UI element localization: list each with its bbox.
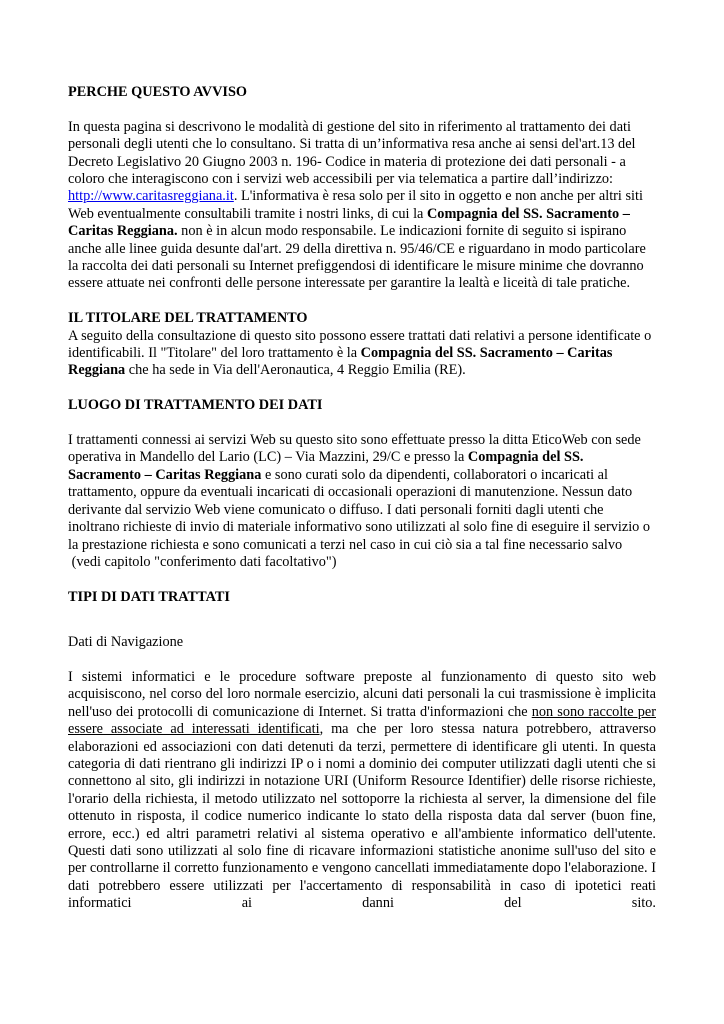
- paragraph-text: I trattamenti connessi ai servizi Web su questo sito sono effettuate presso la ditta EticoWeb con sede operativa in Mandello del Lario (LC) – Via Mazzini, 29/C e presso la: [68, 432, 641, 466]
- section-title-luogo: LUOGO DI TRATTAMENTO DEI DATI: [68, 397, 323, 414]
- bold-organization-name: Compagnia del SS. Sacramento – Caritas Reggiana.: [68, 205, 630, 240]
- paragraph-titolare: [68, 328, 656, 380]
- subsection-title-navigazione: Dati di Navigazione: [68, 634, 184, 651]
- paragraph-text: In questa pagina si descrivono le modalità di gestione del sito in riferimento al trattamento dei dati personali degli utenti che lo consultano. Si tratta di un’informativa resa anche ai sensi del'art.13 del Decreto Legislativo 20 Giugno 2003 n. 196- Codice in materia di protezione dei dati personali - a coloro che interagiscono con i servizi web accessibili per via telematica a partire dall’indirizzo:: [68, 118, 636, 188]
- section-title-tipi: TIPI DI DATI TRATTATI: [68, 588, 230, 605]
- underlined-text: non sono raccolte per essere associate ad interessati identificati: [68, 703, 656, 738]
- paragraph-text: I sistemi informatici e le procedure software preposte al funzionamento di questo sito web acquisiscono, nel corso del loro normale esercizio, alcuni dati personali la cui trasmissione è implicita nell'uso dei protocolli di comunicazione di Internet. Si tratta d'informazioni che: [68, 668, 656, 720]
- section-title-perche: PERCHE QUESTO AVVISO: [68, 84, 248, 100]
- bold-organization-name: Compagnia del SS. Sacramento – Caritas Reggiana: [68, 345, 613, 379]
- document-page: [68, 84, 656, 913]
- paragraph-text: , ma che per loro stessa natura potrebbero, attraverso elaborazioni ed associazioni con dati detenuti da terzi, permettere di identificare gli utenti. In questa categoria di dati rientrano gli indirizzi IP o i nomi a dominio dei computer utilizzati dagli utenti che si connettono al sito, gli indirizzi in notazione URI (Uniform Resource Identifier) delle risorse richieste, l'orario della richiesta, il metodo utilizzato nel sottoporre la richiesta al server, la dimensione del file ottenuto in risposta, il codice numerico indicante lo stato della risposta data dal server (buon fine, errore, ecc.) ed altri parametri relativi al sistema operativo e all'ambiente informatico dell'utente. Questi dati sono utilizzati al solo fine di ricavare informazioni statistiche anonime sull'uso del sito e per controllarne il corretto funzionamento e vengono cancellati immediatamente dopo l'elaborazione. I dati potrebbero essere utilizzati per l'accertamento di responsabilità in caso di ipotetici reati informatici ai danni del sito.: [68, 721, 656, 912]
- paragraph-perche: [68, 119, 656, 293]
- paragraph-luogo: [68, 432, 656, 554]
- paragraph-luogo-note: (vedi capitolo "conferimento dati facoltativo"): [68, 553, 337, 570]
- paragraph-navigazione: [68, 669, 656, 913]
- paragraph-text: e sono curati solo da dipendenti, collaboratori o incaricati al trattamento, oppure da eventuali incaricati di occasionali operazioni di manutenzione. Nessun dato derivante dal servizio Web viene comunicato o diffuso. I dati personali forniti dagli utenti che inoltrano richieste di invio di materiale informativo sono utilizzati al solo fine di eseguire il servizio o la prestazione richiesta e sono comunicati a terzi nel caso in cui ciò sia a tal fine necessario salvo: [68, 466, 651, 553]
- site-link[interactable]: http://www.caritasreggiana.it: [68, 188, 234, 205]
- bold-organization-name: Compagnia del SS. Sacramento – Caritas Reggiana: [68, 449, 584, 483]
- section-title-titolare: IL TITOLARE DEL TRATTAMENTO: [68, 310, 308, 327]
- paragraph-text: . L'informativa è resa solo per il sito in oggetto e non anche per altri siti Web eventualmente consultabili tramite i nostri links, di cui la: [68, 188, 643, 222]
- paragraph-text: non è in alcun modo responsabile. Le indicazioni fornite di seguito si ispirano anche alle linee guida desunte dal'art. 29 della direttiva n. 95/46/CE e riguardano in modo particolare la raccolta dei dati personali su Internet prefiggendosi di identificare le misure minime che dovranno essere attuate nei confronti delle persone interessate per garantire la lealtà e liceità di tale pratiche.: [68, 223, 646, 292]
- paragraph-text: che ha sede in Via dell'Aeronautica, 4 Reggio Emilia (RE).: [125, 362, 466, 379]
- paragraph-text: A seguito della consultazione di questo sito possono essere trattati dati relativi a persone identificate o identificabili. Il "Titolare" del loro trattamento è la: [68, 327, 652, 362]
